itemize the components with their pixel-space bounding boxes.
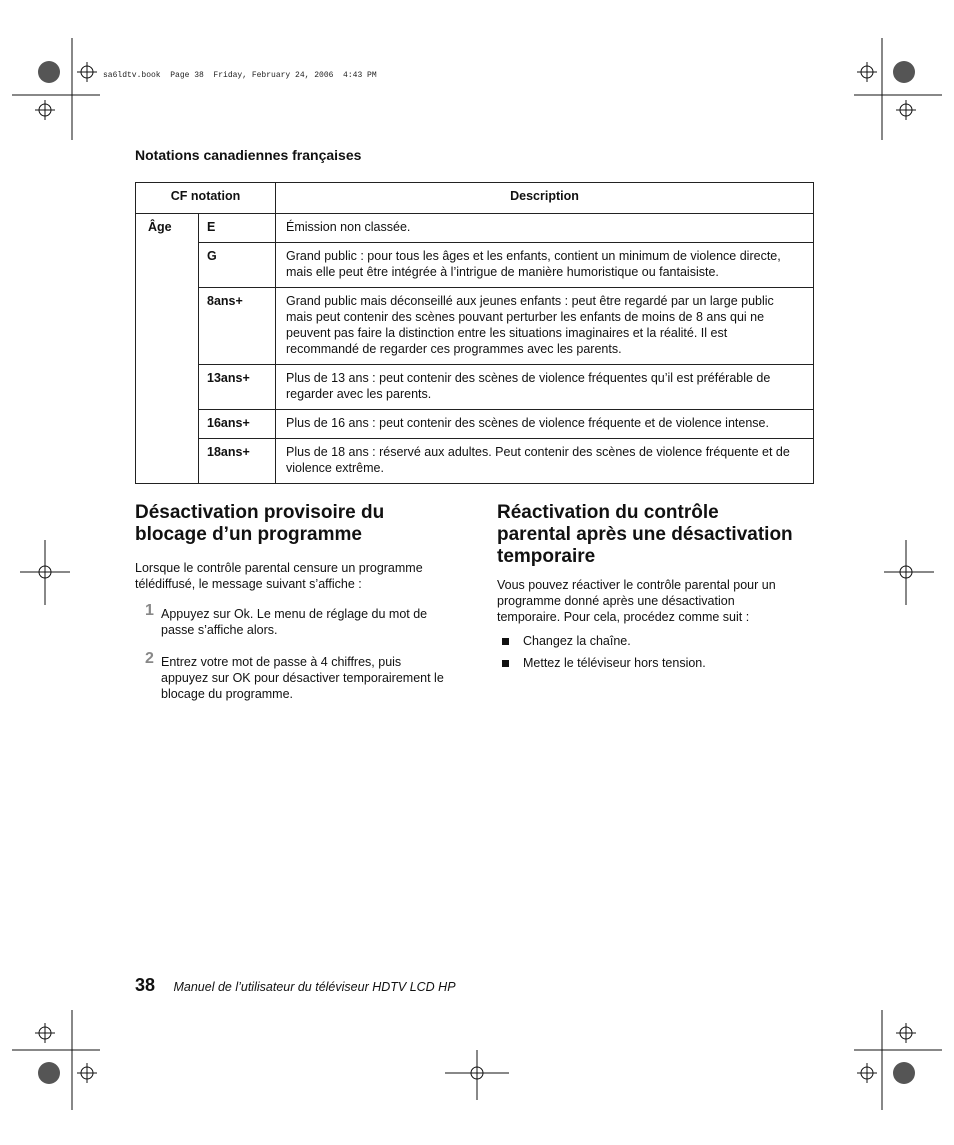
rating-description: Grand public mais déconseillé aux jeunes enfants : peut être regardé par un large public mais peut contenir des scènes pouvant perturber les enfants de moins de 8 ans qui ne peuvent pas faire la distinction entre les situations imaginaires et la réalité. Il est recommandé de regarder ces programmes avec les parents. (276, 288, 814, 365)
step-number: 1 (145, 602, 154, 619)
rating-code: G (199, 243, 276, 288)
step-text: Entrez votre mot de passe à 4 chiffres, puis appuyez sur OK pour désactiver temporairement le blocage du programme. (161, 655, 444, 701)
footer-text: Manuel de l’utilisateur du téléviseur HDTV LCD HP (173, 980, 456, 994)
rating-description: Émission non classée. (276, 214, 814, 243)
list-item (497, 633, 797, 649)
rating-description: Grand public : pour tous les âges et les enfants, contient un minimum de violence directe, mais elle peut être intégrée à l’intrigue de manière humoristique ou fantaisiste. (276, 243, 814, 288)
step-item (135, 602, 450, 638)
rating-description: Plus de 18 ans : réservé aux adultes. Peut contenir des scènes de violence fréquente et de violence extrême. (276, 439, 814, 484)
table-header-row (136, 183, 814, 214)
print-slug: sa6ldtv.book Page 38 Friday, February 24, 2006 4:43 PM (103, 71, 377, 80)
rating-code: 8ans+ (199, 288, 276, 365)
bullet-square-icon (502, 638, 509, 645)
column-header-description: Description (276, 183, 814, 214)
list-item-text: Changez la chaîne. (523, 634, 631, 648)
list-item-text: Mettez le téléviseur hors tension. (523, 656, 706, 670)
category-cell: Âge (136, 214, 199, 484)
step-number: 2 (145, 650, 154, 667)
rating-description: Plus de 16 ans : peut contenir des scènes de violence fréquente et de violence intense. (276, 410, 814, 439)
column-header-notation: CF notation (136, 183, 276, 214)
table-row (136, 410, 814, 439)
rating-code: 16ans+ (199, 410, 276, 439)
table-row (136, 243, 814, 288)
right-heading: Réactivation du contrôle parental après une désactivation temporaire (497, 502, 793, 567)
rating-code: 13ans+ (199, 365, 276, 410)
step-text: Appuyez sur Ok. Le menu de réglage du mot de passe s’affiche alors. (161, 607, 428, 637)
table-row (136, 288, 814, 365)
list-item (497, 655, 797, 671)
table-row (136, 365, 814, 410)
rating-code: E (199, 214, 276, 243)
table-row (136, 439, 814, 484)
page-number: 38 (135, 975, 156, 995)
table-row (136, 214, 814, 243)
right-intro: Vous pouvez réactiver le contrôle parental pour un programme donné après une désactivation temporaire. Pour cela, procédez comme suit : (497, 578, 776, 624)
rating-code: 18ans+ (199, 439, 276, 484)
bullet-square-icon (502, 660, 509, 667)
rating-description: Plus de 13 ans : peut contenir des scènes de violence fréquentes qu’il est préférable de regarder avec les parents. (276, 365, 814, 410)
step-item (135, 650, 450, 702)
left-heading: Désactivation provisoire du blocage d’un programme (135, 502, 385, 545)
right-column (497, 502, 797, 671)
left-intro: Lorsque le contrôle parental censure un programme télédiffusé, le message suivant s’affiche : (135, 561, 423, 591)
ratings-table (135, 182, 814, 484)
left-column (135, 502, 450, 702)
page-footer (135, 975, 456, 996)
section-title: Notations canadiennes françaises (135, 147, 362, 163)
